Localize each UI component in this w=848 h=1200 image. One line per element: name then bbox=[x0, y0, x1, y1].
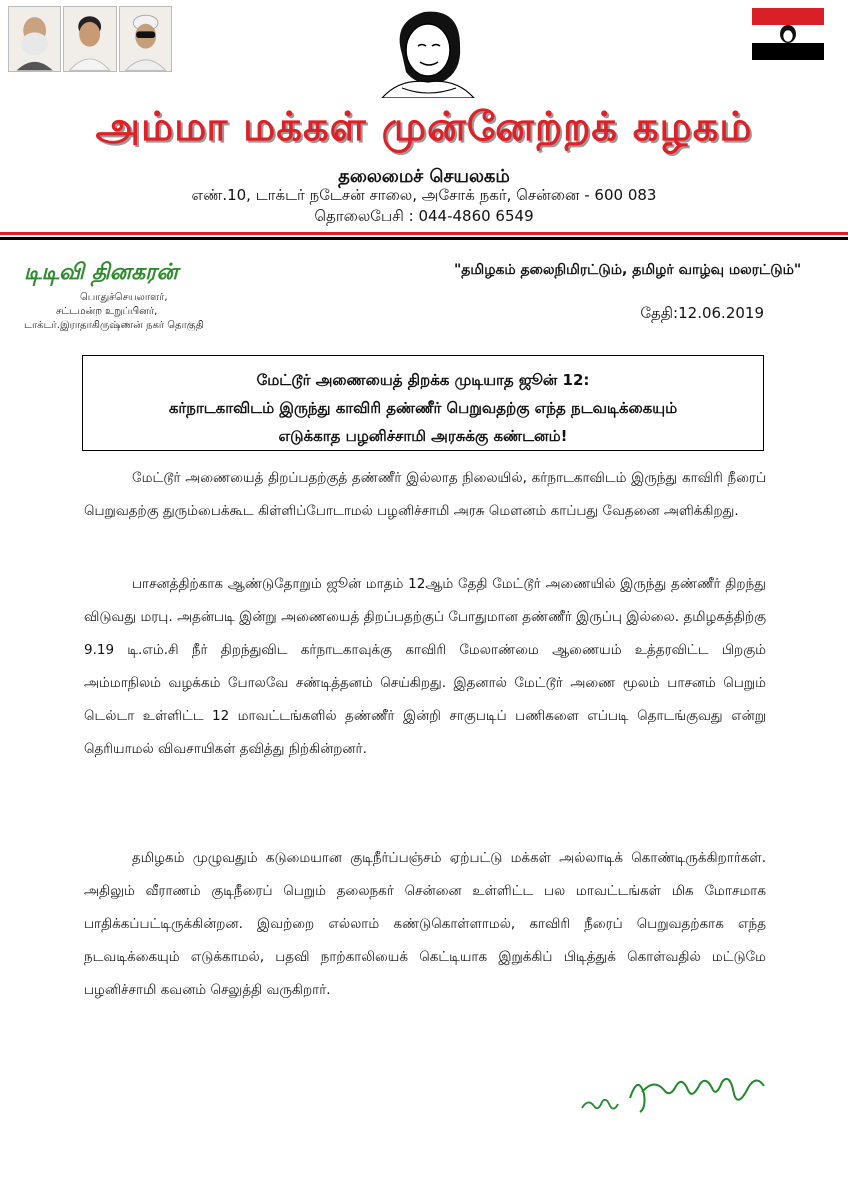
portrait-icon bbox=[119, 6, 172, 72]
letter-date: தேதி:12.06.2019 bbox=[640, 304, 764, 322]
body-paragraph-2 bbox=[84, 568, 766, 766]
party-name: அம்மா மக்கள் முன்னேற்றக் கழகம் bbox=[95, 104, 753, 150]
leaders-portraits bbox=[8, 6, 172, 72]
body-paragraph-3 bbox=[84, 842, 766, 1007]
paragraph-text: மேட்டூர் அணையைத் திறப்பதற்குத் தண்ணீர் இல்லாத நிலையில், கர்நாடகாவிடம் இருந்து காவிரி நீரைப் பெறுவதற்கு துரும்பைக்கூட கிள்ளிப்போடாமல் பழனிச்சாமி அரசு மௌனம் காப்பது வேதனை அளிக்கிறது. bbox=[84, 470, 766, 519]
portrait-icon bbox=[63, 6, 116, 72]
sender-role-3: டாக்டர்.இராதாகிருஷ்ணன் நகர் தொகுதி bbox=[24, 320, 204, 331]
leader-portrait-icon bbox=[372, 2, 484, 98]
header-divider-red bbox=[0, 232, 848, 235]
address: எண்.10, டாக்டர் நடேசன் சாலை, அசோக் நகர், சென்னை - 600 083 bbox=[191, 186, 657, 204]
party-flag-icon bbox=[752, 8, 824, 60]
slogan: "தமிழகம் தலைநிமிரட்டும், தமிழர் வாழ்வு மலரட்டும்" bbox=[454, 262, 802, 278]
header-divider-black bbox=[0, 237, 848, 240]
sender-role-2: சட்டமன்ற உறுப்பினர், bbox=[56, 306, 158, 317]
body-paragraph-1 bbox=[84, 462, 766, 528]
headline-box bbox=[82, 355, 764, 451]
sender-name: டிடிவி தினகரன் bbox=[24, 260, 178, 285]
signature-icon bbox=[580, 1068, 772, 1120]
paragraph-text: பாசனத்திற்காக ஆண்டுதோறும் ஜூன் மாதம் 12ஆம் தேதி மேட்டூர் அணையில் இருந்து தண்ணீர் திறந்து விடுவது மரபு. அதன்படி இன்று அணையைத் திறப்பதற்குப் போதுமான தண்ணீர் இருப்பு இல்லை. தமிழகத்திற்கு 9.19 டி.எம்.சி நீர் திறந்துவிட கர்நாடகாவுக்கு காவிரி மேலாண்மை ஆணையம் உத்தரவிட்ட பிறகும் அம்மாநிலம் வழக்கம் போலவே சண்டித்தனம் செய்கிறது. இதனால் மேட்டூர் அணை மூலம் பாசனம் பெறும் டெல்டா உள்ளிட்ட 12 மாவட்டங்களில் தண்ணீர் இன்றி சாகுபடிப் பணிகளை எப்படி தொடங்குவது என்று தெரியாமல் விவசாயிகள் தவித்து நிற்கின்றனர். bbox=[84, 576, 766, 757]
headline-line-3: எடுக்காத பழனிச்சாமி அரசுக்கு கண்டனம்! bbox=[278, 427, 568, 445]
paragraph-text: தமிழகம் முழுவதும் கடுமையான குடிநீர்ப்பஞ்சம் ஏற்பட்டு மக்கள் அல்லாடிக் கொண்டிருக்கிறார்கள். அதிலும் வீராணம் குடிநீரைப் பெறும் தலைநகர் சென்னை உள்ளிட்ட பல மாவட்டங்கள் மிக மோசமாக பாதிக்கப்பட்டிருக்கின்றன. இவற்றை எல்லாம் கண்டுகொள்ளாமல், காவிரி நீரைப் பெறுவதற்காக எந்த நடவடிக்கையும் எடுக்காமல், பதவி நாற்காலியைக் கெட்டியாக இறுக்கிப் பிடித்துக் கொள்வதில் மட்டுமே பழனிச்சாமி கவனம் செலுத்தி வருகிறார். bbox=[84, 850, 766, 998]
portrait-icon bbox=[8, 6, 61, 72]
headquarters-label: தலைமைச் செயலகம் bbox=[338, 166, 510, 187]
phone-number: தொலைபேசி : 044-4860 6549 bbox=[314, 207, 534, 225]
sender-role-1: பொதுச்செயலாளர், bbox=[80, 292, 168, 303]
headline-line-1: மேட்டூர் அணையைத் திறக்க முடியாத ஜூன் 12: bbox=[256, 371, 590, 389]
headline-line-2: கர்நாடகாவிடம் இருந்து காவிரி தண்ணீர் பெறுவதற்கு எந்த நடவடிக்கையும் bbox=[168, 399, 678, 417]
